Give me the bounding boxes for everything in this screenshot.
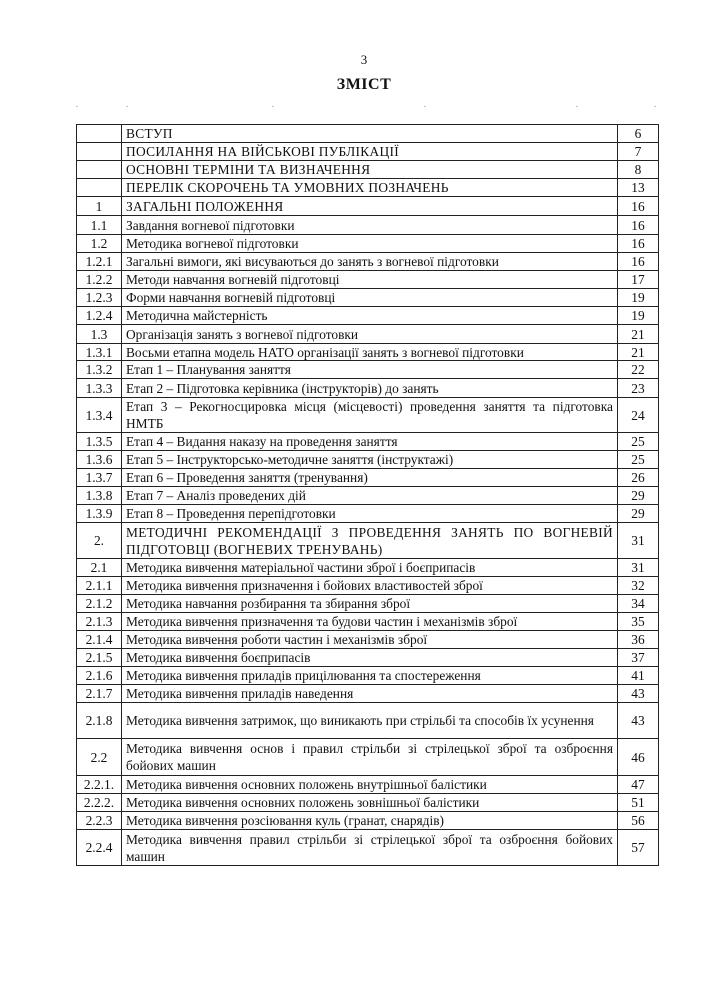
toc-section-number: 1.3.9 — [77, 505, 122, 523]
toc-section-number: 2.1.1 — [77, 577, 122, 595]
toc-row — [77, 631, 659, 649]
toc-row — [77, 595, 659, 613]
toc-page-number: 8 — [618, 161, 659, 179]
toc-page-number: 7 — [618, 143, 659, 161]
toc-entry-title: Методична майстерність — [122, 307, 618, 325]
toc-section-number: 2.1 — [77, 559, 122, 577]
toc-row — [77, 685, 659, 703]
toc-page-number: 43 — [618, 685, 659, 703]
toc-section-number: 2. — [77, 523, 122, 559]
toc-row — [77, 830, 659, 866]
toc-entry-title: Етап 6 – Проведення заняття (тренування) — [122, 469, 618, 487]
toc-row — [77, 523, 659, 559]
toc-section-number: 2.2.1. — [77, 776, 122, 794]
separator-dots: . . . . . . — [76, 100, 656, 109]
toc-page-number: 29 — [618, 505, 659, 523]
toc-page-number: 31 — [618, 523, 659, 559]
toc-section-number: 1.3.1 — [77, 344, 122, 361]
toc-page-number: 32 — [618, 577, 659, 595]
toc-row — [77, 505, 659, 523]
toc-page-number: 22 — [618, 361, 659, 379]
toc-row — [77, 125, 659, 143]
toc-section-number — [77, 161, 122, 179]
toc-page-number: 51 — [618, 794, 659, 812]
toc-page-number: 16 — [618, 253, 659, 271]
toc-section-number: 2.1.6 — [77, 667, 122, 685]
toc-row — [77, 161, 659, 179]
toc-section-number: 1.1 — [77, 216, 122, 235]
toc-page-number: 56 — [618, 812, 659, 830]
toc-entry-title: Етап 4 – Видання наказу на проведення заняття — [122, 433, 618, 451]
toc-row — [77, 344, 659, 361]
toc-entry-title: Методика вивчення основних положень внутрішньої балістики — [122, 776, 618, 794]
toc-row — [77, 613, 659, 631]
toc-section-number: 1 — [77, 197, 122, 216]
toc-entry-title: Методика вивчення призначення та будови частин і механізмів зброї — [122, 613, 618, 631]
toc-page-number: 19 — [618, 307, 659, 325]
toc-entry-title: Етап 2 – Підготовка керівника (інструкторів) до занять — [122, 379, 618, 398]
toc-row — [77, 235, 659, 253]
toc-section-number — [77, 125, 122, 143]
toc-entry-title: Методика вивчення приладів прицілювання та спостереження — [122, 667, 618, 685]
toc-entry-title: Етап 1 – Планування заняття — [122, 361, 618, 379]
toc-section-number: 1.3.2 — [77, 361, 122, 379]
toc-page-number: 41 — [618, 667, 659, 685]
toc-row — [77, 451, 659, 469]
toc-row — [77, 361, 659, 379]
toc-entry-title: ПЕРЕЛІК СКОРОЧЕНЬ ТА УМОВНИХ ПОЗНАЧЕНЬ — [122, 179, 618, 197]
toc-section-number: 2.2 — [77, 739, 122, 776]
toc-entry-title: МЕТОДИЧНІ РЕКОМЕНДАЦІЇ З ПРОВЕДЕННЯ ЗАНЯТЬ ПО ВОГНЕВІЙ ПІДГОТОВЦІ (ВОГНЕВИХ ТРЕНУВАНЬ) — [122, 523, 618, 559]
toc-entry-title: Восьми етапна модель НАТО організації занять з вогневої підготовки — [122, 344, 618, 361]
toc-section-number: 1.2.2 — [77, 271, 122, 289]
toc-page-number: 16 — [618, 197, 659, 216]
toc-entry-title: Методика вивчення затримок, що виникають при стрільбі та способів їх усунення — [122, 703, 618, 739]
toc-page-number: 16 — [618, 216, 659, 235]
toc-section-number: 2.1.3 — [77, 613, 122, 631]
toc-section-number: 2.2.2. — [77, 794, 122, 812]
toc-section-number — [77, 179, 122, 197]
toc-page-number: 17 — [618, 271, 659, 289]
toc-page-number: 47 — [618, 776, 659, 794]
table-of-contents — [76, 124, 659, 866]
toc-entry-title: Етап 3 – Рекогносцировка місця (місцевості) проведення заняття та підготовка НМТБ — [122, 398, 618, 433]
toc-row — [77, 776, 659, 794]
toc-section-number: 1.2.1 — [77, 253, 122, 271]
toc-section-number: 1.3.7 — [77, 469, 122, 487]
toc-section-number: 1.3.5 — [77, 433, 122, 451]
toc-page-number: 16 — [618, 235, 659, 253]
toc-section-number: 2.1.4 — [77, 631, 122, 649]
toc-entry-title: ОСНОВНІ ТЕРМІНИ ТА ВИЗНАЧЕННЯ — [122, 161, 618, 179]
toc-entry-title: ЗАГАЛЬНІ ПОЛОЖЕННЯ — [122, 197, 618, 216]
toc-page-number: 24 — [618, 398, 659, 433]
toc-row — [77, 649, 659, 667]
toc-row — [77, 289, 659, 307]
toc-page-number: 23 — [618, 379, 659, 398]
toc-row — [77, 179, 659, 197]
toc-section-number: 2.2.3 — [77, 812, 122, 830]
toc-row — [77, 398, 659, 433]
toc-page-number: 34 — [618, 595, 659, 613]
toc-section-number: 1.3 — [77, 325, 122, 344]
toc-row — [77, 794, 659, 812]
toc-section-number: 1.3.6 — [77, 451, 122, 469]
toc-row — [77, 487, 659, 505]
toc-entry-title: Методика вивчення основ і правил стрільби зі стрілецької зброї та озброєння бойових машин — [122, 739, 618, 776]
page-number: 3 — [360, 52, 368, 67]
toc-row — [77, 812, 659, 830]
toc-entry-title: ВСТУП — [122, 125, 618, 143]
toc-row — [77, 559, 659, 577]
toc-entry-title: Методика вивчення призначення і бойових властивостей зброї — [122, 577, 618, 595]
toc-section-number: 1.3.8 — [77, 487, 122, 505]
toc-section-number: 1.2 — [77, 235, 122, 253]
toc-page-number: 35 — [618, 613, 659, 631]
toc-row — [77, 433, 659, 451]
toc-section-number: 2.1.5 — [77, 649, 122, 667]
toc-page-number: 13 — [618, 179, 659, 197]
toc-section-number: 2.1.2 — [77, 595, 122, 613]
toc-page-number: 57 — [618, 830, 659, 866]
toc-entry-title: Методика вивчення боєприпасів — [122, 649, 618, 667]
toc-entry-title: Етап 7 – Аналіз проведених дій — [122, 487, 618, 505]
toc-page-number: 25 — [618, 433, 659, 451]
toc-row — [77, 307, 659, 325]
toc-row — [77, 253, 659, 271]
toc-entry-title: Методика навчання розбирання та збирання зброї — [122, 595, 618, 613]
toc-page-number: 37 — [618, 649, 659, 667]
toc-entry-title: Методика вивчення основних положень зовнішньої балістики — [122, 794, 618, 812]
toc-entry-title: Форми навчання вогневій підготовці — [122, 289, 618, 307]
toc-page-number: 29 — [618, 487, 659, 505]
toc-entry-title: Методика вивчення приладів наведення — [122, 685, 618, 703]
toc-entry-title: Методика вогневої підготовки — [122, 235, 618, 253]
toc-section-number: 1.3.4 — [77, 398, 122, 433]
toc-entry-title: Етап 5 – Інструкторсько-методичне заняття (інструктажі) — [122, 451, 618, 469]
toc-page-number: 36 — [618, 631, 659, 649]
toc-row — [77, 703, 659, 739]
toc-row — [77, 143, 659, 161]
toc-page-number: 25 — [618, 451, 659, 469]
toc-section-number: 1.2.3 — [77, 289, 122, 307]
toc-section-number: 2.1.8 — [77, 703, 122, 739]
toc-entry-title: Методика вивчення роботи частин і механізмів зброї — [122, 631, 618, 649]
page-title: ЗМІСТ — [336, 76, 392, 93]
toc-page-number: 19 — [618, 289, 659, 307]
toc-page-number: 21 — [618, 344, 659, 361]
toc-entry-title: Завдання вогневої підготовки — [122, 216, 618, 235]
toc-page-number: 46 — [618, 739, 659, 776]
toc-entry-title: Етап 8 – Проведення перепідготовки — [122, 505, 618, 523]
toc-entry-title: Загальні вимоги, які висуваються до занять з вогневої підготовки — [122, 253, 618, 271]
toc-section-number: 1.3.3 — [77, 379, 122, 398]
toc-row — [77, 577, 659, 595]
toc-page-number: 21 — [618, 325, 659, 344]
toc-entry-title: Методика вивчення правил стрільби зі стрілецької зброї та озброєння бойових машин — [122, 830, 618, 866]
toc-entry-title: Методика вивчення розсіювання куль (гранат, снарядів) — [122, 812, 618, 830]
toc-row — [77, 469, 659, 487]
toc-entry-title: Організація занять з вогневої підготовки — [122, 325, 618, 344]
toc-section-number: 2.2.4 — [77, 830, 122, 866]
toc-entry-title: Методика вивчення матеріальної частини зброї і боєприпасів — [122, 559, 618, 577]
toc-page-number: 6 — [618, 125, 659, 143]
toc-page-number: 31 — [618, 559, 659, 577]
toc-entry-title: Методи навчання вогневій підготовці — [122, 271, 618, 289]
toc-row — [77, 271, 659, 289]
toc-row — [77, 379, 659, 398]
toc-row — [77, 739, 659, 776]
toc-section-number — [77, 143, 122, 161]
toc-row — [77, 325, 659, 344]
toc-section-number: 2.1.7 — [77, 685, 122, 703]
toc-row — [77, 667, 659, 685]
toc-page-number: 26 — [618, 469, 659, 487]
toc-entry-title: ПОСИЛАННЯ НА ВІЙСЬКОВІ ПУБЛІКАЦІЇ — [122, 143, 618, 161]
toc-section-number: 1.2.4 — [77, 307, 122, 325]
toc-row — [77, 197, 659, 216]
toc-row — [77, 216, 659, 235]
toc-page-number: 43 — [618, 703, 659, 739]
